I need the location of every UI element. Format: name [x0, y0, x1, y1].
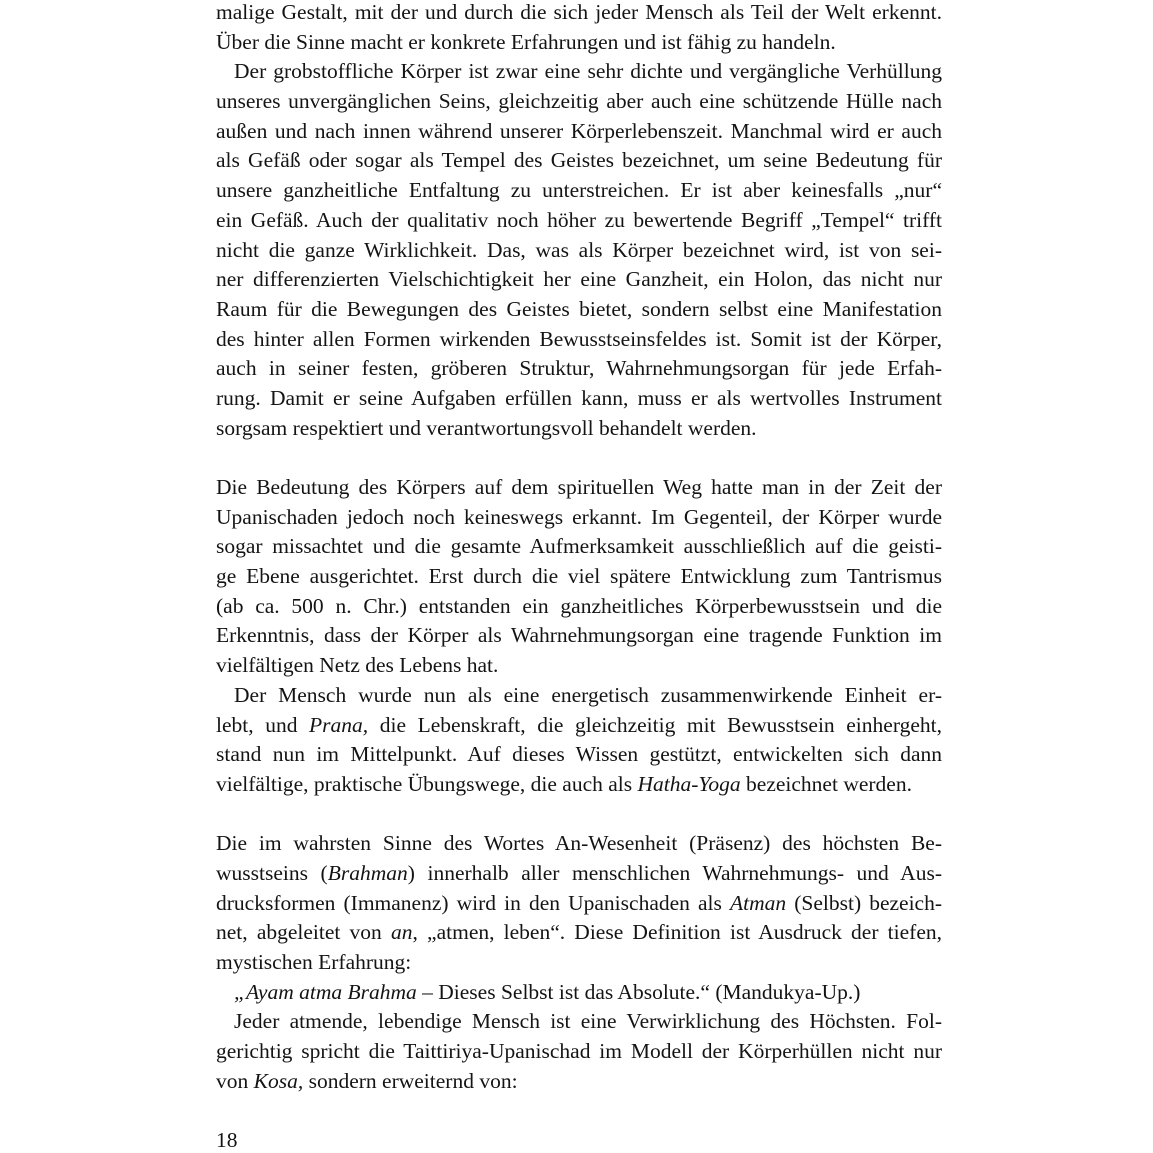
text-line: malige Gestalt, mit der und durch die sich jeder Mensch als Teil der Welt erkennt.: [216, 0, 942, 24]
paragraph-body-description: [216, 57, 942, 443]
text-line: Der grobstoffliche Körper ist zwar eine sehr dichte und vergängliche Verhüllung: [234, 59, 942, 84]
text-line: [216, 889, 942, 919]
text-line: Upanischaden jedoch noch keineswegs erkannt. Im Gegenteil, der Körper wurde: [216, 504, 942, 529]
text-run: drucksformen (Immanenz) wird in den Upanischaden als: [216, 890, 730, 915]
quote-translation: – Dieses Selbst ist das Absolute.“ (Mandukya-Up.): [416, 979, 861, 1004]
text-line: ge Ebene ausgerichtet. Erst durch die viel spätere Entwicklung zum Tantrismus: [216, 564, 942, 589]
text-line: Raum für die Bewegungen des Geistes bietet, sondern selbst eine Manifestation: [216, 296, 942, 321]
term-kosa: Kosa,: [253, 1068, 304, 1093]
term-hatha-yoga: Hatha-Yoga: [637, 771, 741, 796]
text-line: [216, 859, 942, 889]
text-line: [216, 1067, 942, 1097]
text-line: [216, 770, 942, 800]
term-brahman: Brahman: [327, 860, 408, 885]
text-line: Erkenntnis, dass der Körper als Wahrnehmungsorgan eine tragende Funktion im: [216, 623, 942, 648]
text-line: Der Mensch wurde nun als eine energetisch zusammenwirkende Einheit er-: [234, 682, 942, 707]
text-run: , „atmen, leben“. Diese Definition ist Ausdruck der tiefen,: [412, 920, 942, 945]
text-line: sogar missachtet und die gesamte Aufmerksamkeit ausschließlich auf die geisti-: [216, 534, 942, 559]
text-line: des hinter allen Formen wirkenden Bewusstseinsfeldes ist. Somit ist der Körper,: [216, 326, 942, 351]
text-line: unseres unvergänglichen Seins, gleichzeitig aber auch eine schützende Hülle nach: [216, 89, 942, 114]
text-line: außen und nach innen während unserer Körperlebenszeit. Manchmal wird er auch: [216, 118, 942, 143]
text-line: stand nun im Mittelpunkt. Auf dieses Wissen gestützt, entwickelten sich dann: [216, 742, 942, 767]
text-line: Jeder atmende, lebendige Mensch ist eine Verwirklichung des Höchsten. Fol-: [234, 1009, 942, 1034]
paragraph-atman: [216, 829, 942, 977]
text-run: die Lebenskraft, die gleichzeitig mit Bewusstsein einhergeht,: [368, 712, 942, 737]
text-line: unsere ganzheitliche Entfaltung zu unterstreichen. Er ist aber keinesfalls „nur“: [216, 178, 942, 203]
term-prana: Prana,: [309, 712, 369, 737]
paragraph-continuation: [216, 0, 942, 57]
term-an: an: [390, 920, 413, 945]
paragraph-upanishads: [216, 473, 942, 681]
text-run: wusstseins (: [216, 860, 328, 885]
paragraph-spacer: [216, 800, 942, 830]
paragraph-kosa: [216, 1007, 942, 1096]
text-run: lebt, und: [216, 712, 310, 737]
text-line: nicht die ganze Wirklichkeit. Das, was als Körper bezeichnet wird, ist von sei-: [216, 237, 942, 262]
text-line: [216, 918, 942, 948]
text-line: (ab ca. 500 n. Chr.) entstanden ein ganzheitliches Körperbewusstsein und die: [216, 593, 942, 618]
text-line: [216, 711, 942, 741]
text-run: vielfältige, praktische Übungswege, die auch als: [216, 771, 638, 796]
text-line: ein Gefäß. Auch der qualitativ noch höher zu bewertende Begriff „Tempel“ trifft: [216, 207, 942, 232]
text-run: von: [216, 1068, 254, 1093]
text-line: mystischen Erfahrung:: [216, 950, 412, 974]
text-run: net, abgeleitet von: [216, 920, 391, 945]
text-line: Die im wahrsten Sinne des Wortes An-Wesenheit (Präsenz) des höchsten Be-: [216, 831, 942, 856]
quote-line: [216, 978, 942, 1008]
text-line: Über die Sinne macht er konkrete Erfahrungen und ist fähig zu handeln.: [216, 29, 836, 54]
text-line: als Gefäß oder sogar als Tempel des Geistes bezeichnet, um seine Bedeutung für: [216, 148, 942, 173]
paragraph-spacer: [216, 443, 942, 473]
text-line: auch in seiner festen, gröberen Struktur, Wahrnehmungsorgan für jede Erfah-: [216, 356, 942, 381]
text-run: bezeichnet werden.: [740, 771, 912, 796]
book-page-text: [216, 0, 942, 1096]
text-line: Die Bedeutung des Körpers auf dem spirituellen Weg hatte man in der Zeit der: [216, 475, 942, 499]
text-line: vielfältigen Netz des Lebens hat.: [216, 653, 499, 678]
text-line: ner differenzierten Vielschichtigkeit her eine Ganzheit, ein Holon, das nicht nur: [216, 267, 942, 292]
text-line: sorgsam respektiert und verantwortungsvoll behandelt werden.: [216, 415, 757, 440]
page-number: 18: [216, 1128, 238, 1152]
text-run: sondern erweiternd von:: [303, 1068, 518, 1093]
paragraph-prana: [216, 681, 942, 800]
text-line: gerichtig spricht die Taittiriya-Upanischad im Modell der Körperhüllen nicht nur: [216, 1039, 942, 1064]
text-run: (Selbst) bezeich-: [786, 890, 943, 915]
text-run: ) innerhalb aller menschlichen Wahrnehmungs- und Aus-: [407, 860, 942, 885]
text-line: rung. Damit er seine Aufgaben erfüllen kann, muss er als wertvolles Instrument: [216, 385, 942, 410]
quote-sanskrit: „Ayam atma Brahma: [234, 979, 417, 1004]
term-atman: Atman: [729, 890, 787, 915]
